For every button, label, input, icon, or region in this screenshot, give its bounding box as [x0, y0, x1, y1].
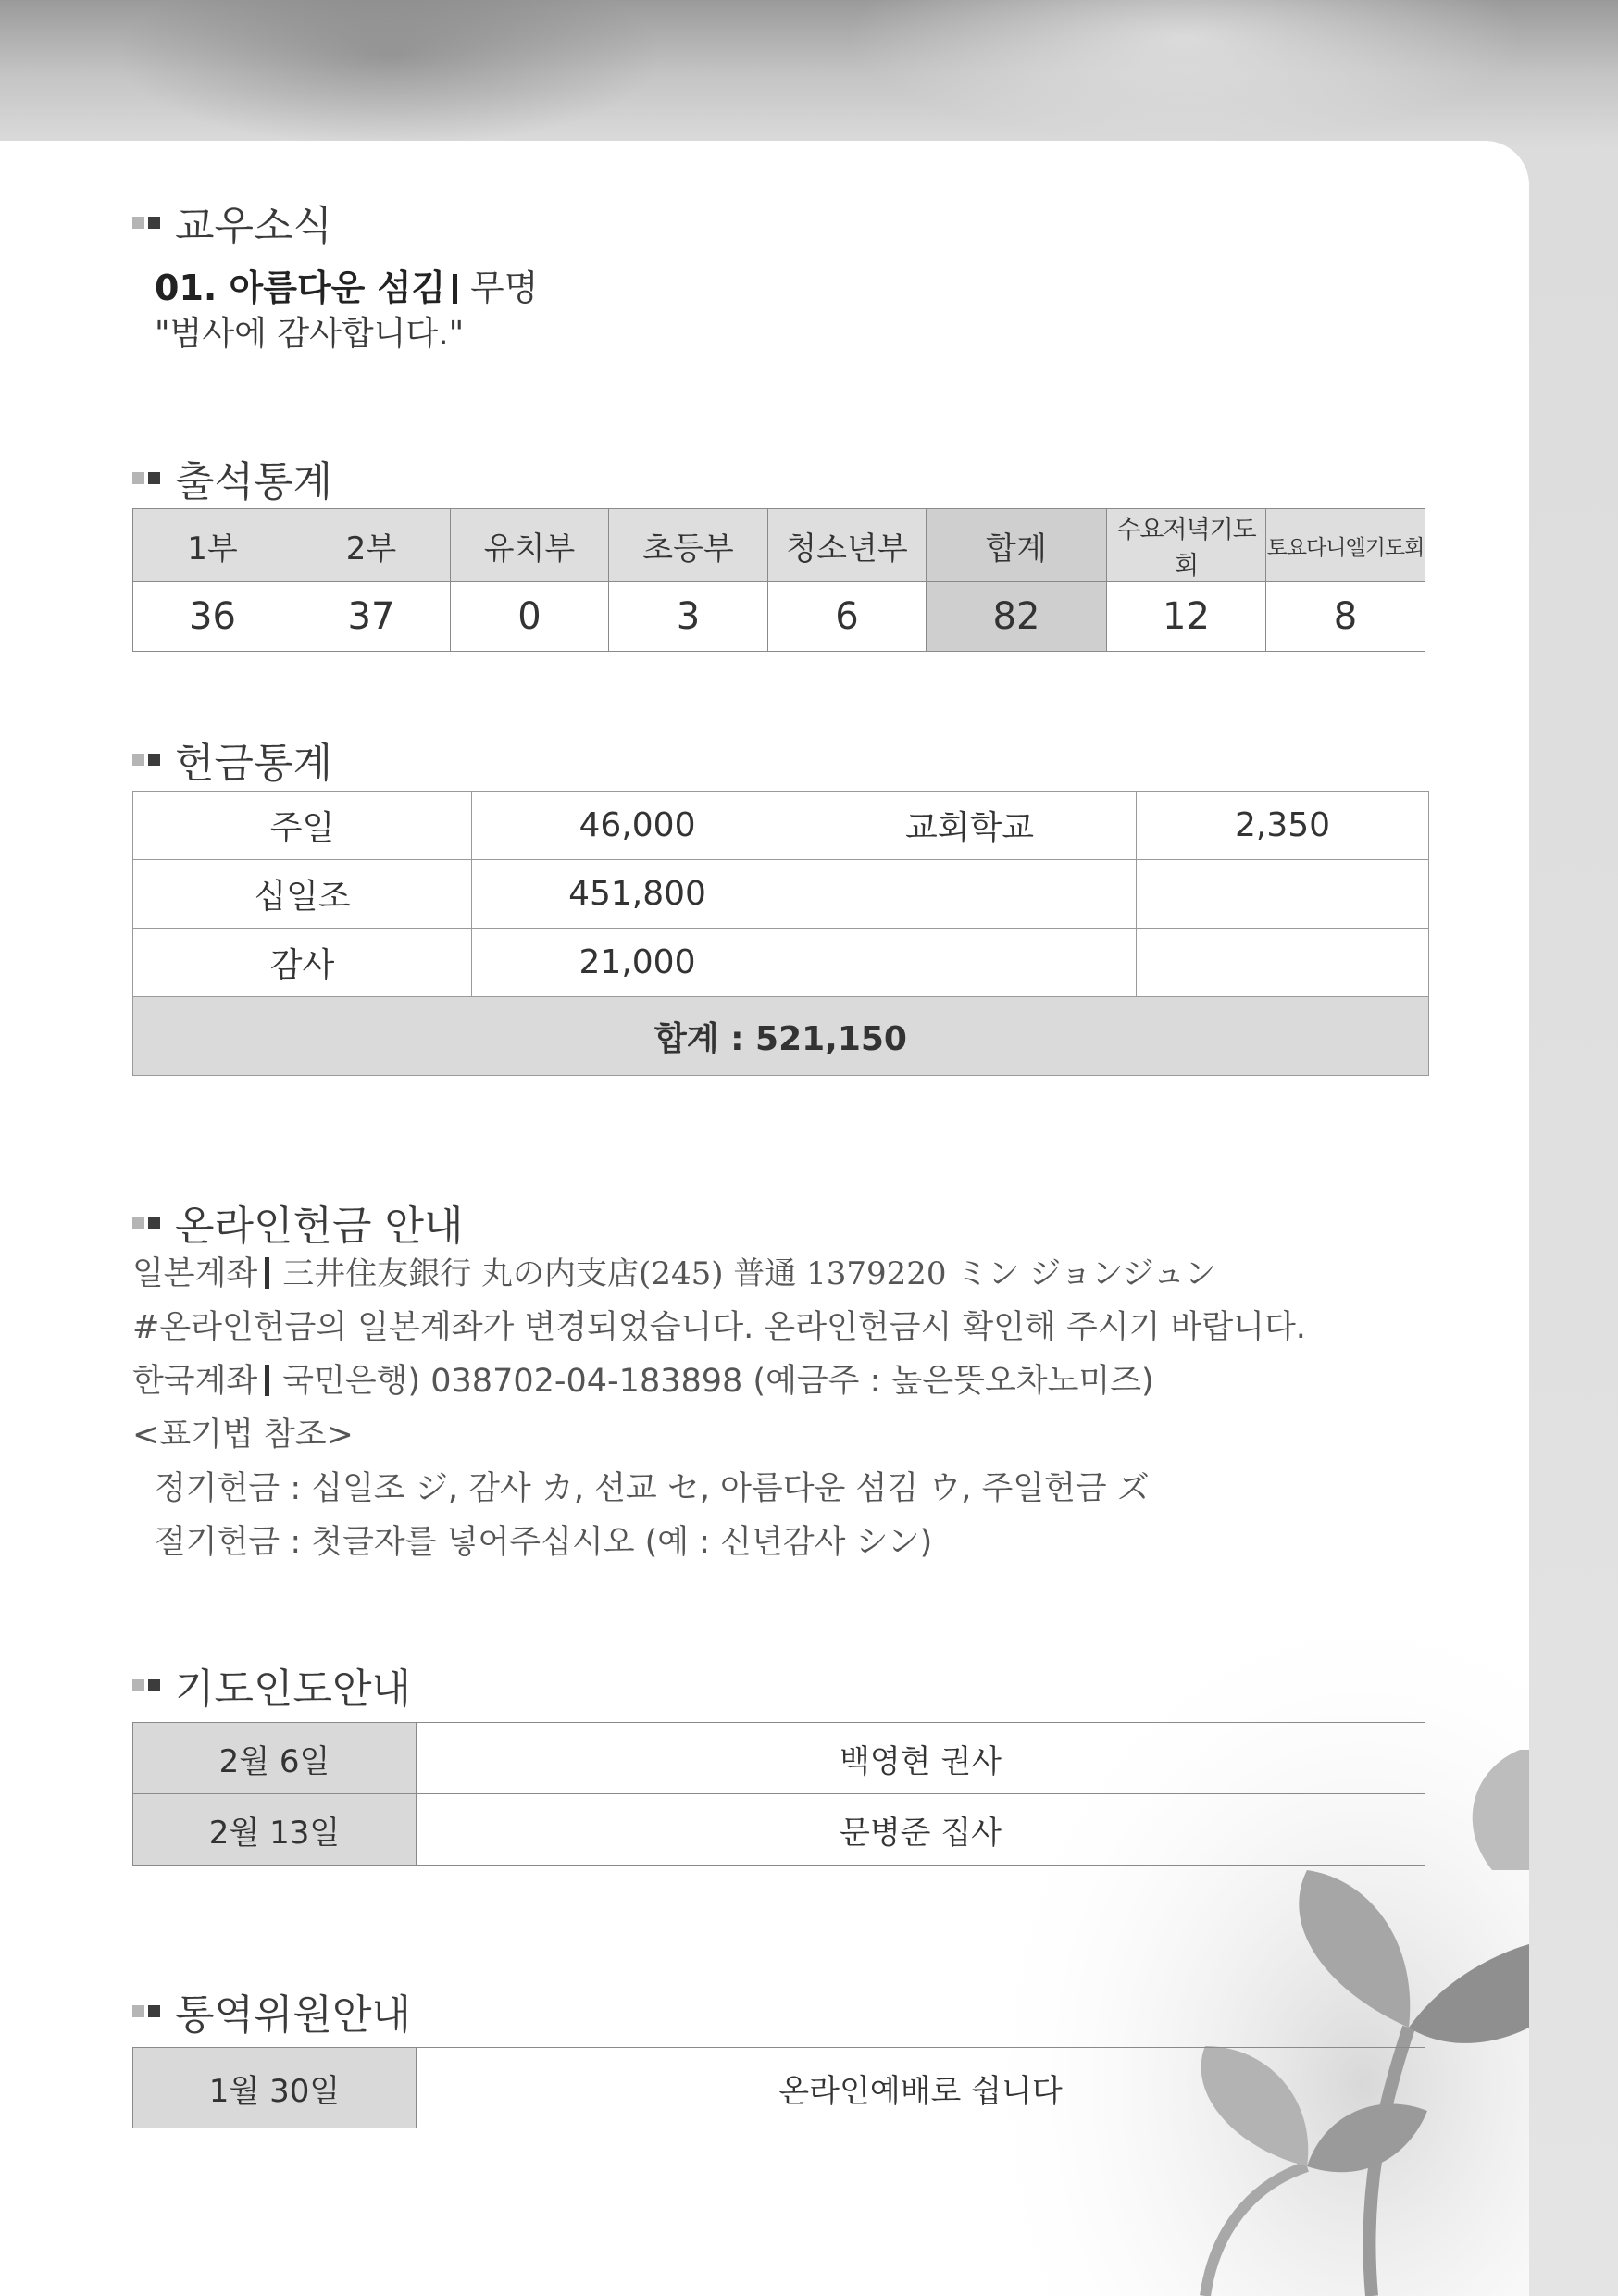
notation-title: <표기법 참조>	[132, 1416, 354, 1454]
interpret-row	[133, 2048, 1425, 2128]
attendance-header-cell: 유치부	[451, 509, 609, 582]
attendance-value-cell: 6	[768, 582, 927, 652]
prayer-date: 2월 13일	[133, 1794, 417, 1866]
attendance-value-cell: 12	[1107, 582, 1266, 652]
attendance-table	[132, 508, 1425, 652]
offering-total: 합계 : 521,150	[133, 997, 1429, 1076]
notation-regular: 정기헌금 : 십일조 ジ, 감사 カ, 선교 セ, 아름다운 섬김 ウ, 주일헌금 ズ	[155, 1470, 1150, 1507]
japan-account-label: 일본계좌	[132, 1255, 258, 1292]
attendance-value-row	[133, 582, 1425, 652]
attendance-value-cell: 36	[133, 582, 292, 652]
prayer-leader: 백영현 권사	[417, 1723, 1425, 1794]
offering-row	[133, 860, 1429, 929]
attendance-header-cell: 청소년부	[768, 509, 927, 582]
attendance-value-cell: 8	[1266, 582, 1425, 652]
attendance-header-cell: 1부	[133, 509, 292, 582]
attendance-section-title: 출석통계	[132, 448, 332, 507]
offering-row	[133, 929, 1429, 997]
news-item-author: 무명	[470, 268, 539, 308]
interpret-date: 1월 30일	[133, 2048, 417, 2128]
offering-cell	[1137, 929, 1429, 997]
attendance-header-cell: 토요다니엘기도회	[1266, 509, 1425, 582]
attendance-value-cell: 82	[927, 582, 1107, 652]
prayer-table	[132, 1722, 1425, 1866]
attendance-value-cell: 37	[292, 582, 451, 652]
attendance-header-cell: 수요저녁기도회	[1107, 509, 1266, 582]
korea-account-label: 한국계좌	[132, 1363, 258, 1400]
online-notice: #온라인헌금의 일본계좌가 변경되었습니다. 온라인헌금시 확인해 주시기 바랍니다.	[132, 1309, 1306, 1346]
news-item	[155, 259, 538, 310]
attendance-header-row	[133, 509, 1425, 582]
korea-account-line	[132, 1355, 1154, 1402]
attendance-header-cell: 합계	[927, 509, 1107, 582]
interpret-section-title: 통역위원안내	[132, 1981, 411, 2040]
content-panel	[0, 141, 1529, 2296]
offering-row	[133, 792, 1429, 860]
interpret-status: 온라인예배로 쉽니다	[417, 2048, 1425, 2128]
plant-illustration	[974, 1592, 1529, 2296]
offering-section-title: 헌금통계	[132, 730, 332, 789]
prayer-row	[133, 1723, 1425, 1794]
interpret-table	[132, 2047, 1425, 2128]
notation-seasonal: 절기헌금 : 첫글자를 넣어주십시오 (예 : 신년감사 シン)	[155, 1524, 933, 1561]
attendance-header-cell: 2부	[292, 509, 451, 582]
offering-cell	[803, 929, 1137, 997]
offering-table	[132, 791, 1429, 1076]
korea-account-value: 국민은행) 038702-04-183898 (예금주 : 높은뜻오차노미즈)	[282, 1363, 1154, 1400]
online-section-title: 온라인헌금 안내	[132, 1192, 464, 1252]
prayer-row	[133, 1794, 1425, 1866]
news-section-title: 교우소식	[132, 193, 332, 252]
prayer-section-title: 기도인도안내	[132, 1655, 411, 1715]
news-item-title: 01. 아름다운 섬김	[155, 268, 446, 308]
attendance-value-cell: 3	[609, 582, 768, 652]
offering-total-row	[133, 997, 1429, 1076]
offering-cell: 2,350	[1137, 792, 1429, 860]
offering-cell: 46,000	[472, 792, 803, 860]
offering-cell: 교회학교	[803, 792, 1137, 860]
attendance-value-cell: 0	[451, 582, 609, 652]
offering-cell: 십일조	[133, 860, 472, 929]
offering-cell: 감사	[133, 929, 472, 997]
attendance-header-cell: 초등부	[609, 509, 768, 582]
offering-cell	[1137, 860, 1429, 929]
news-item-quote: "범사에 감사합니다."	[155, 315, 465, 353]
offering-cell: 451,800	[472, 860, 803, 929]
japan-account-value: 三井住友銀行 丸の内支店(245) 普通 1379220 ミン ジョンジュン	[282, 1255, 1216, 1292]
japan-account-line	[132, 1248, 1216, 1294]
prayer-date: 2월 6일	[133, 1723, 417, 1794]
offering-cell	[803, 860, 1137, 929]
offering-cell: 주일	[133, 792, 472, 860]
prayer-leader: 문병준 집사	[417, 1794, 1425, 1866]
offering-cell: 21,000	[472, 929, 803, 997]
